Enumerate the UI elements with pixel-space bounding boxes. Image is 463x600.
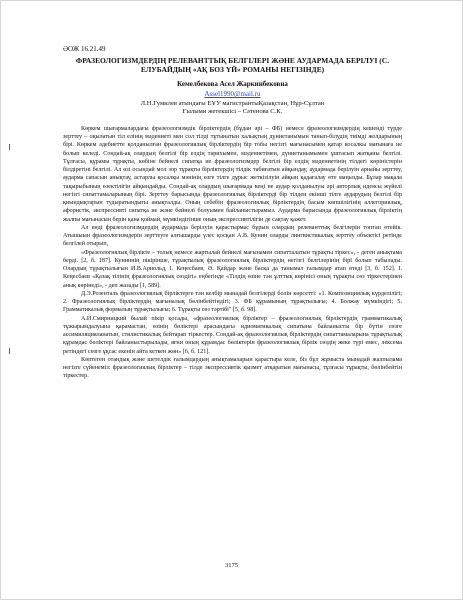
margin-mark bbox=[9, 348, 12, 354]
page-number: 3175 bbox=[224, 562, 239, 569]
paragraph-1: Көркем шығармалардағы фразеологизмдік бірліктердің (бұдан әрі – ФБ) немесе фразеологизмдердің кешенді түрде зерттеу – оқылатын тіл елінің мәдениеті мен сол тілді тұтынатын халықтың дүниетанымын танып-білудің тиімді жолдарының бірі. Көркем әдебиетте қолданылған фразеологиялық бірліктердің бір тобы негізгі мағынасымен қатар косалкы мағынаға не болып келеді. Сондай-ақ олардың белгілі бір елдің тарихымен, мәдениетімен, дүниетанымымен ұштасып жатқаны белгілі. Тұлғасы, құрамы тұрақты, көбіне бейнелі сипатқа ие фразеологизмдер белгілі бір елдің мәдениетінің тілдегі көріністерін білдіретіні белгілі. Ал өзі осындай мол зор тұрақты бірліктердің тілдік табиғатын айқындау, аудармада берілуін арнайы зерттеу, аударма сапасын анықтау, астарлы қосалқы мәнінің өзге тілге дұрыс жеткізілуін айқын қадағалау өте маңызды. Бұлар мақала тақырыбының өзектілігін айқындайды. Сондай-ақ олардың шығармада кеңі не аудар қолданылуы әрі авторлық идеясы жүйелі негізгі сипаттамаларының бірі. Зерттеу барысында фразеологиялық бірліктерді бір тілден екінші тілге аударудың белгілі бір қиындықтарын тудыратындығы анықталды. Оның себебін фразеологиялық бірліктердің басым көпшілігінің аллегориялық, афористік, экспрессивті сипатқа ие және бейнелі болуымен байланыстырамыз. Аударма барысында фразеологиялық бірліктің жалпы мағынасын берін қана қоймай, мүмкіндігінше оның экспрессивтілігін де сақтау қажет. bbox=[63, 125, 402, 223]
margin-mark bbox=[9, 144, 12, 150]
author-email bbox=[63, 90, 402, 99]
paragraph-4: Д.Э.Розенталь фразеологиялық бірліктерге тән келбір мынадай белгілерді болін көрсетті: «1. Композициялық күрделілігі; 2. Фразеологиялық бірліктердің мағыналық бөлінбейтіндігі; 3. ФБ құрамының тұрақтылығы; 4. Болжау мүмкіндігі; 5. Грамматикалық формалың тұрақтылығы; 6. Тұрақты сөз тәртібі" [5, б. 98]. bbox=[63, 290, 402, 314]
email-link[interactable]: Assel1990@mail.ru bbox=[204, 90, 261, 98]
paragraph-3: «Фразеологиялық бірлікте – толық немесе жартылай бейнелі мағынамен сипатталатын тұрақты тіркес», - деген анықтама берді. [2, б. 187]. Куниннің пікірінше, тұрақтылық фразеологиялық бірліктердің негізгі белгілерінің бірі болып табылады. Олардың тұрақтылығын И.В.Арнольд, І. Кеңесбаев, Ә. Қайдар және басқа да танымал ғалымдар атап өтеді [3, б. 152]. І. Кеңесбаев «Қазақ тілінің фразеологиялық сөздігі» еңбегінде «Тілдің өзіне тән ұлттық көрінісі оның тұрақты сөз тіркестерінен анық көрінеді», - деп жазады [1, 589]. bbox=[63, 249, 402, 289]
paragraph-5: А.И.Смирницкий былай пікір қосады, «фразеологиялық бірліктер – фразеологиялық бірліктердің грамматикалық тұжырымдалуына қарамастан, өзінің бөліктері арасындағы идиоматикалық сипатына байланысты бір бүтін сөзге ассимиляцияланатын, стилистикалық бейтарап тіркестер. Сондай-ақ фразеологиялық бірліктердің сипаттамаларына тұрақтылық құрамдас бөліктері байланыстырылады, яғни оның құрамдас бөліктерін фразеологиялық бірлік сөздің жеке түрі емес, лексема ретіндегі сөзге ұқсас екенін айта кеткен жөн» [6, б. 121]. bbox=[63, 315, 402, 355]
udc-code: ӘОЖ 16.21.49 bbox=[63, 45, 106, 53]
paragraph-2: Ал енді фразеологизмдердің аудармада берілуін қарастырмас бұрын олардың релеванттық белгілерін топтап өтейік. Атышыын фразеологизмдерін зерттеуге алғышарды үлес қосқан А.В. Кунин оларды лингвистикалық зерттеу объектісі ретінде белгілей отырып, bbox=[63, 224, 402, 248]
article-title: ФРАЗЕОЛОГИЗМДЕРДІҢ РЕЛЕВАНТТЫҚ БЕЛГІЛЕРІ ЖӘНЕ АУДАРМАДА БЕРІЛУІ (С. ЕЛУБАЙДЫҢ «АҚ БОЗ ҮЙ» РОМАНЫ НЕГІЗІНДЕ) bbox=[75, 56, 390, 74]
supervisor: Ғылыми жетекшісі – Сәтенова С.К. bbox=[182, 108, 283, 116]
author-name: Кемелбекова Асел Жаркинбековна bbox=[177, 80, 288, 88]
paragraph-6: Көптеген отандық және шетелдік ғалымдардың анықтамаларын қарастыра келе, біз бұл жұмыста мынадай жалпылама негізге сүйенеміз: фразеологиялық бірліктер – тілде экспрессивтік қызмет атқаратын мағынасы, тұлғасы тұрақты, бөлінбейтін тіркестер. bbox=[63, 356, 402, 380]
affiliation: Л.Н.Гумилев атындағы ЕҰУ магистрантыҚазақстан, Нұр-Сұлтан bbox=[140, 100, 325, 107]
